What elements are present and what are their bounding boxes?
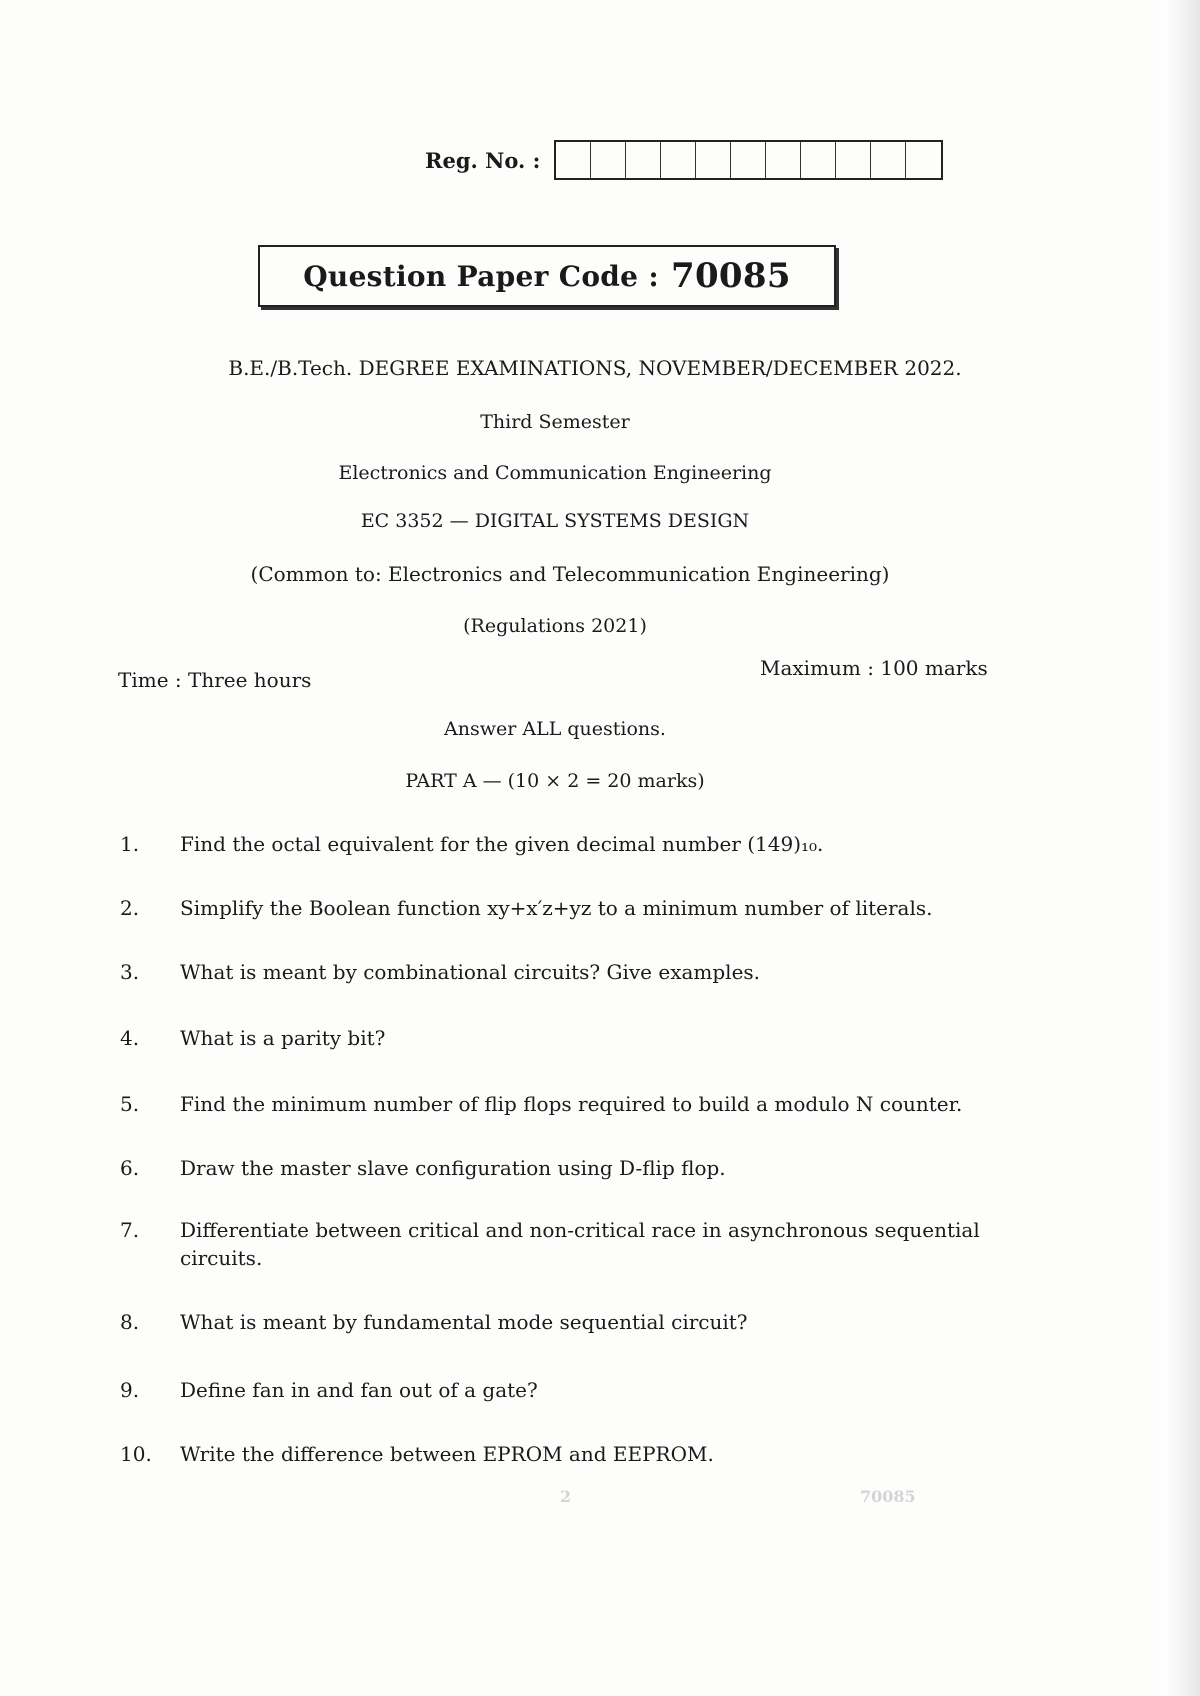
- page-edge-shadow: [1164, 0, 1200, 1696]
- question-item: [120, 830, 1020, 858]
- question-paper-code-label: Question Paper Code :: [303, 259, 659, 293]
- question-item: [120, 894, 1020, 922]
- question-text: Simplify the Boolean function xy+x′z+yz to a minimum number of literals.: [180, 896, 933, 920]
- department: Electronics and Communication Engineering: [338, 462, 772, 484]
- question-number: 10.: [120, 1442, 152, 1466]
- question-paper-code-box: [258, 245, 836, 307]
- reg-number-box: [766, 142, 801, 178]
- reg-number-box: [906, 142, 941, 178]
- question-text: Write the difference between EPROM and EEPROM.: [180, 1442, 714, 1466]
- reg-number-row: [425, 140, 943, 180]
- reg-number-boxes: [554, 140, 943, 180]
- reg-number-box: [871, 142, 906, 178]
- semester: Third Semester: [480, 411, 630, 433]
- question-number: 1.: [120, 832, 140, 856]
- question-text: Define fan in and fan out of a gate?: [180, 1378, 538, 1402]
- question-text: What is meant by fundamental mode sequential circuit?: [180, 1310, 748, 1334]
- question-text: What is meant by combinational circuits? Give examples.: [180, 960, 761, 984]
- bleed-through-page: 2: [560, 1487, 572, 1506]
- question-item: [120, 1308, 1020, 1336]
- question-item: [120, 1440, 1020, 1468]
- exam-duration: Time : Three hours: [118, 668, 312, 692]
- regulations: (Regulations 2021): [463, 615, 647, 637]
- reg-number-box: [661, 142, 696, 178]
- common-to: (Common to: Electronics and Telecommunication Engineering): [250, 562, 890, 586]
- maximum-marks: Maximum : 100 marks: [760, 656, 988, 680]
- question-number: 3.: [120, 960, 140, 984]
- question-item: [120, 958, 1020, 986]
- question-number: 6.: [120, 1156, 140, 1180]
- reg-number-box: [731, 142, 766, 178]
- question-item: [120, 1090, 1020, 1118]
- reg-number-box: [696, 142, 731, 178]
- question-number: 9.: [120, 1378, 140, 1402]
- question-number: 5.: [120, 1092, 140, 1116]
- reg-number-box: [556, 142, 591, 178]
- question-number: 2.: [120, 896, 140, 920]
- reg-number-box: [836, 142, 871, 178]
- question-item: [120, 1154, 1020, 1182]
- bleed-through-code: 70085: [860, 1487, 916, 1506]
- question-text: Find the minimum number of flip flops required to build a modulo N counter.: [180, 1092, 963, 1116]
- question-item: [120, 1376, 1020, 1404]
- question-text: Find the octal equivalent for the given decimal number (149)₁₀.: [180, 832, 824, 856]
- question-item: [120, 1216, 1020, 1272]
- reg-number-label: Reg. No. :: [425, 147, 541, 173]
- reg-number-box: [626, 142, 661, 178]
- part-heading: PART A — (10 × 2 = 20 marks): [405, 770, 705, 792]
- course-title: EC 3352 — DIGITAL SYSTEMS DESIGN: [360, 510, 750, 532]
- question-number: 7.: [120, 1218, 140, 1242]
- question-paper-code: 70085: [670, 256, 791, 296]
- question-text: What is a parity bit?: [180, 1026, 386, 1050]
- instruction: Answer ALL questions.: [444, 718, 666, 740]
- exam-title: B.E./B.Tech. DEGREE EXAMINATIONS, NOVEMBER/DECEMBER 2022.: [228, 356, 962, 380]
- reg-number-box: [591, 142, 626, 178]
- question-number: 8.: [120, 1310, 140, 1334]
- reg-number-box: [801, 142, 836, 178]
- question-number: 4.: [120, 1026, 140, 1050]
- question-item: [120, 1024, 1020, 1052]
- question-text: Differentiate between critical and non-critical race in asynchronous sequential circuits.: [180, 1218, 980, 1270]
- question-text: Draw the master slave configuration using D-flip flop.: [180, 1156, 726, 1180]
